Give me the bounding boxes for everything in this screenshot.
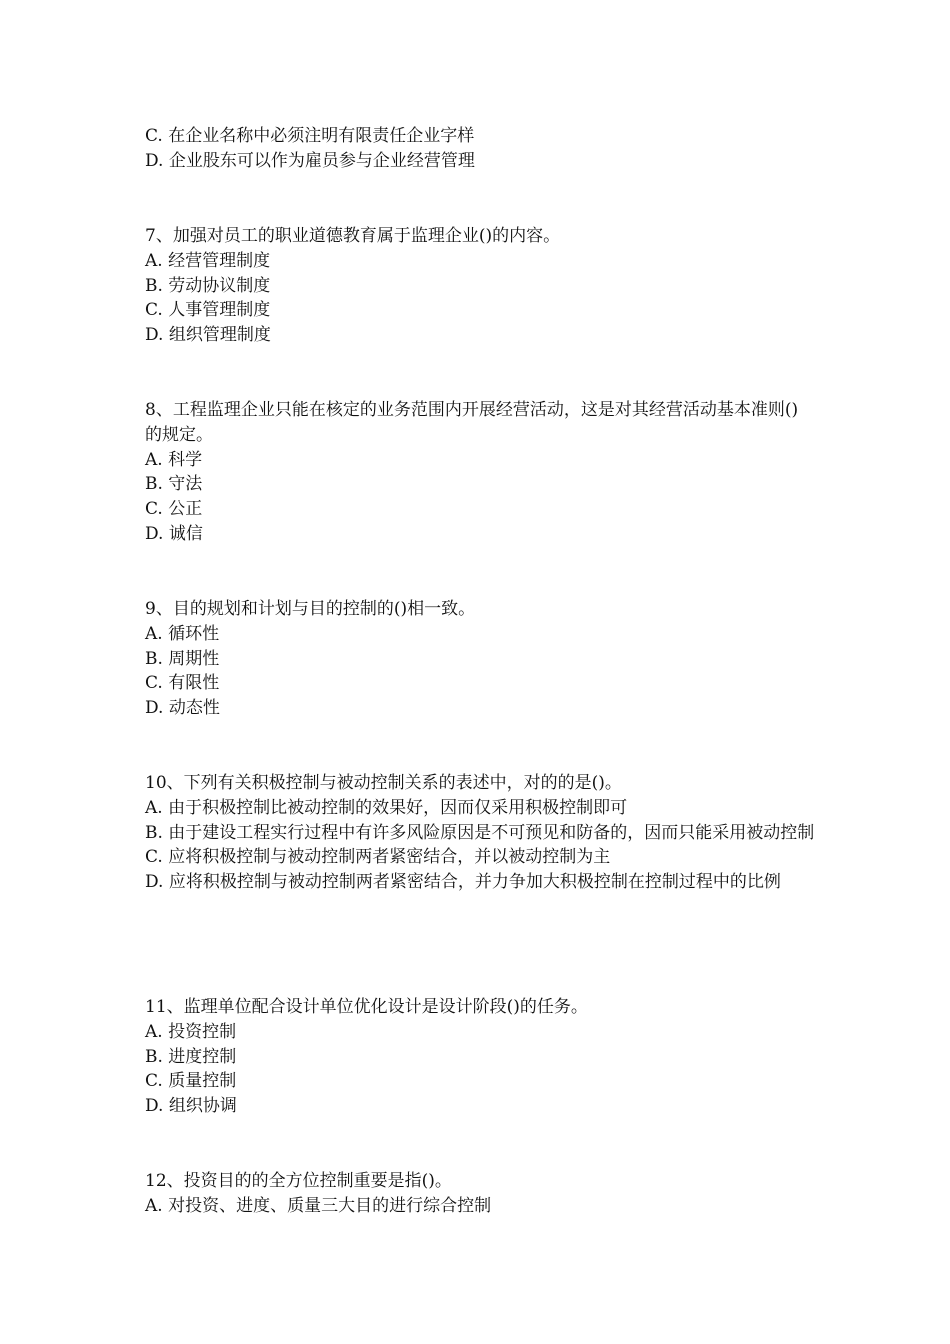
option-line: A. 循环性 (145, 623, 220, 644)
option-line: B. 劳动协议制度 (145, 275, 271, 296)
option-line: D. 企业股东可以作为雇员参与企业经营管理 (145, 150, 475, 171)
option-line: D. 组织协调 (145, 1096, 237, 1117)
previous-question-options (145, 124, 815, 174)
question-stem: 9、目的规划和计划与目的控制的()相一致。 (145, 599, 476, 619)
option-line: B. 周期性 (145, 648, 220, 669)
option-line: C. 在企业名称中必须注明有限责任企业字样 (145, 126, 475, 146)
question-stem: 11、监理单位配合设计单位优化设计是设计阶段()的任务。 (145, 997, 588, 1017)
option-line: A. 投资控制 (145, 1021, 237, 1042)
option-line: C. 应将积极控制与被动控制两者紧密结合，并以被动控制为主 (145, 847, 611, 868)
option-line: A. 对投资、进度、质量三大目的进行综合控制 (145, 1195, 492, 1216)
option-line: A. 经营管理制度 (145, 250, 271, 271)
question-stem: 8、工程监理企业只能在核定的业务范围内开展经营活动，这是对其经营活动基本准则()的规定。 (145, 400, 799, 445)
option-line: B. 守法 (145, 474, 203, 495)
option-line: A. 科学 (145, 449, 203, 470)
question-7 (145, 224, 815, 348)
option-line: D. 应将积极控制与被动控制两者紧密结合，并力争加大积极控制在控制过程中的比例 (145, 872, 781, 893)
question-stem: 7、加强对员工的职业道德教育属于监理企业()的内容。 (145, 226, 561, 246)
option-line: C. 有限性 (145, 673, 220, 694)
option-line: B. 进度控制 (145, 1046, 237, 1067)
question-stem: 12、投资目的的全方位控制重要是指()。 (145, 1171, 452, 1191)
option-line: D. 动态性 (145, 698, 220, 719)
question-9 (145, 597, 815, 721)
question-8 (145, 398, 815, 547)
option-line: D. 诚信 (145, 523, 203, 544)
option-line: C. 人事管理制度 (145, 300, 271, 321)
question-11 (145, 995, 815, 1119)
option-line: D. 组织管理制度 (145, 325, 271, 346)
question-stem: 10、下列有关积极控制与被动控制关系的表述中，对的的是()。 (145, 773, 622, 793)
option-line: B. 由于建设工程实行过程中有许多风险原因是不可预见和防备的，因而只能采用被动控制 (145, 822, 815, 843)
question-10 (145, 771, 815, 895)
option-line: C. 公正 (145, 499, 203, 520)
question-12 (145, 1169, 815, 1219)
option-line: C. 质量控制 (145, 1071, 237, 1092)
option-line: A. 由于积极控制比被动控制的效果好，因而仅采用积极控制即可 (145, 797, 628, 818)
